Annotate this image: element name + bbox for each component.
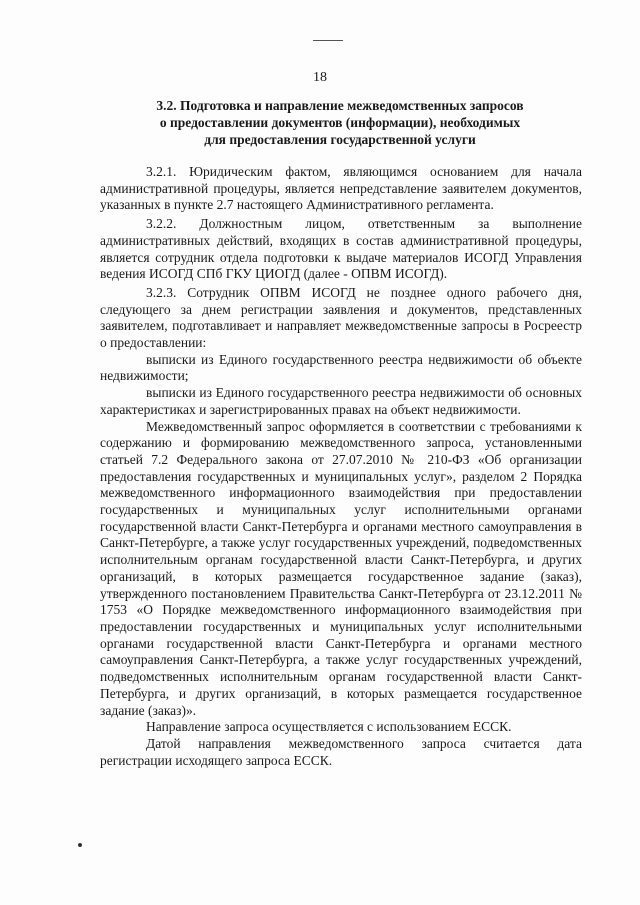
paragraph-3-2-1: 3.2.1. Юридическим фактом, являющимся основанием для начала административной процедуры, является непредставление заявителем документов, указанных в пункте 2.7 настоящего Административного регламента. xyxy=(100,164,582,213)
paragraph-request-date: Датой направления межведомственного запроса считается дата регистрации исходящего запроса ЕССК. xyxy=(100,735,582,768)
paragraph-3-2-3: 3.2.3. Сотрудник ОПВМ ИСОГД не позднее одного рабочего дня, следующего за днем регистрации заявления и документов, представленных заявителем, подготавливает и направляет межведомственные запросы в Росреестр о предоставлении: xyxy=(100,284,582,351)
section-heading-line-3: для предоставления государственной услуги xyxy=(204,132,476,147)
page-number: 18 xyxy=(313,70,327,85)
section-heading-line-2: о предоставлении документов (информации), необходимых xyxy=(159,115,521,130)
paragraph-request-requirements: Межведомственный запрос оформляется в соответствии с требованиями к содержанию и формированию межведомственного запроса, установленными статьей 7.2 Федерального закона от 27.07.2010 № 210-ФЗ «Об организации предоставления государственных и муниципальных услуг», разделом 2 Порядка межведомственного информационного взаимодействия при предоставлении государственных и муниципальных услуг исполнительными органами государственной власти Санкт-Петербурга и органами местного самоуправления в Санкт-Петербурге, а также услуг государственных учреждений, подведомственных исполнительным органам государственной власти Санкт-Петербурга, и других организаций, в которых размещается государственное задание (заказ), утвержденного постановлением Правительства Санкт-Петербурга от 23.12.2011 № 1753 «О Порядке межведомственного информационного взаимодействия при предоставлении государственных и муниципальных услуг исполнительными органами государственной власти Санкт-Петербурга и органами местного самоуправления Санкт-Петербурга, а также услуг государственных учреждений, подведомственных исполнительным органам государственной власти Санкт-Петербурга, и других организаций, в которых размещается государственное задание (заказ)». xyxy=(100,418,582,718)
section-heading-line-1: 3.2. Подготовка и направление межведомственных запросов xyxy=(156,98,524,113)
paragraph-3-2-2: 3.2.2. Должностным лицом, ответственным за выполнение административных действий, входящих в состав административной процедуры, является сотрудник отдела подготовки к выдаче материалов ИСОГД Управления ведения ИСОГД СПб ГКУ ЦИОГД (далее - ОПВМ ИСОГД). xyxy=(100,216,582,282)
scan-mark xyxy=(313,40,343,41)
body-text xyxy=(100,164,582,769)
paragraph-extract-object: выписки из Единого государственного реестра недвижимости об объекте недвижимости; xyxy=(100,351,582,384)
section-heading xyxy=(100,97,580,148)
paragraph-request-channel: Направление запроса осуществляется с использованием ЕССК. xyxy=(146,719,512,735)
scan-dot xyxy=(78,843,82,847)
paragraph-extract-rights: выписки из Единого государственного реестра недвижимости об основных характеристиках и зарегистрированных правах на объект недвижимости. xyxy=(100,385,582,417)
